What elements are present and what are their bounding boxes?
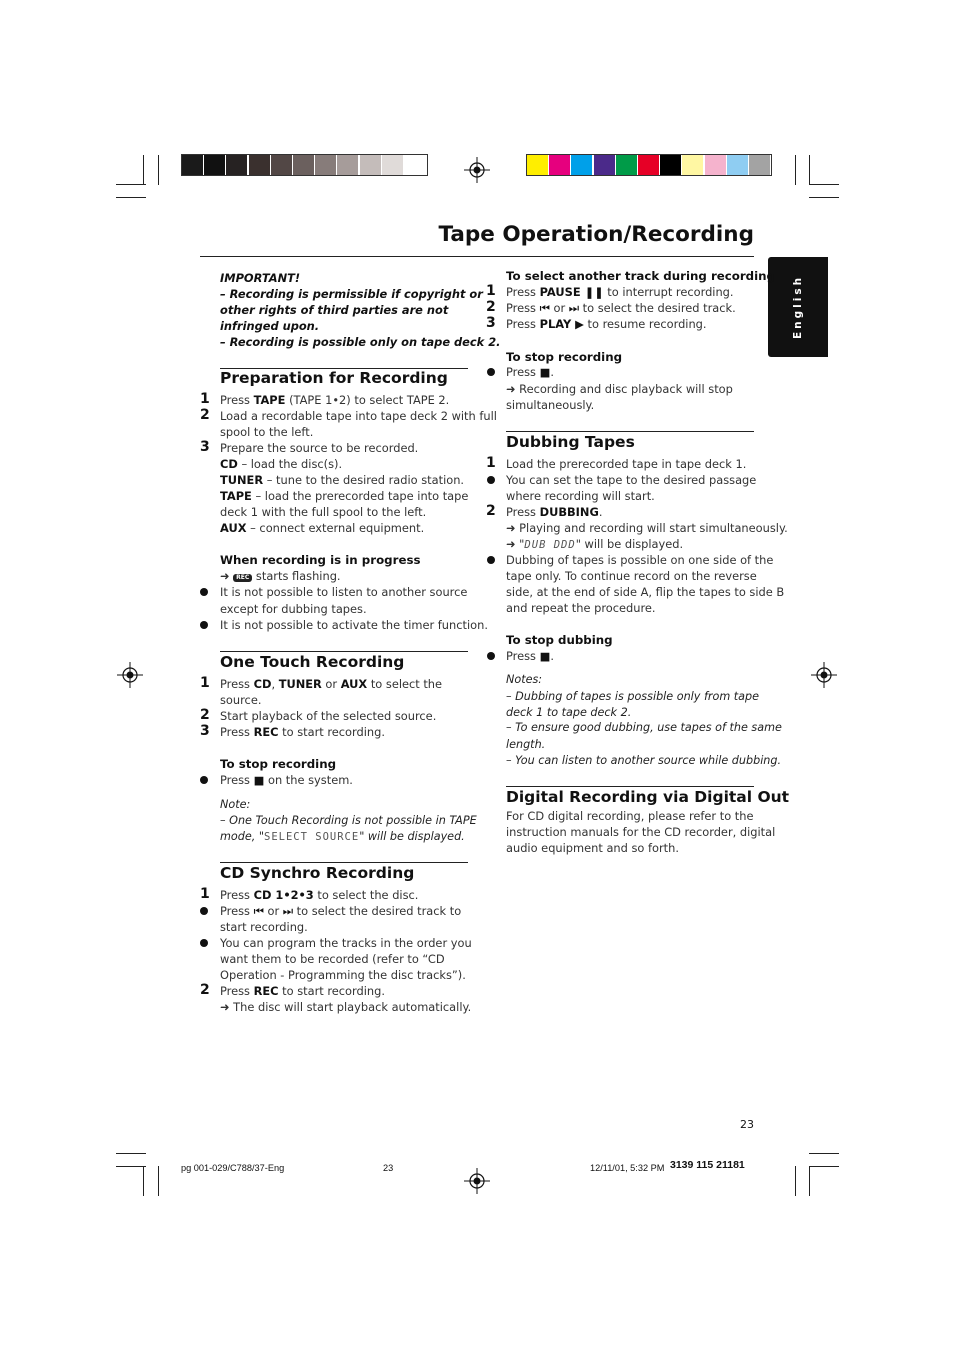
step-number: 2 bbox=[200, 707, 210, 723]
stop-icon: ■ bbox=[539, 365, 551, 379]
bullet-text: Press ⏮ or ⏭ to select the desired track to bbox=[220, 904, 462, 918]
body-text: instruction manuals for the CD recorder, digital bbox=[506, 825, 776, 839]
bullet bbox=[487, 556, 495, 564]
footer-file: pg 001-029/C788/37-Eng bbox=[181, 1163, 285, 1173]
crop-mark bbox=[809, 1166, 810, 1196]
step-text: Start playback of the selected source. bbox=[220, 709, 437, 723]
step-text: spool to the left. bbox=[220, 425, 314, 439]
bullet-text: Press ■. bbox=[506, 365, 554, 379]
bullet-text: Press ■. bbox=[506, 649, 554, 663]
previous-track-icon: ⏮ bbox=[253, 904, 264, 918]
notes-heading: Notes: bbox=[506, 673, 543, 686]
step-result: ➜ Playing and recording will start simultaneously. bbox=[506, 521, 788, 535]
crop-mark bbox=[809, 184, 839, 185]
bullet-text: It is not possible to activate the timer function. bbox=[220, 618, 488, 632]
bullet-text: Dubbing of tapes is possible on one side of the bbox=[506, 553, 774, 567]
step-number: 3 bbox=[486, 315, 496, 331]
important-line: infringed upon. bbox=[220, 319, 320, 333]
important-heading: IMPORTANT! bbox=[220, 271, 301, 285]
step-number: 1 bbox=[200, 391, 210, 407]
bullet-text: and repeat the procedure. bbox=[506, 601, 656, 615]
step-number: 2 bbox=[486, 503, 496, 519]
step-number: 1 bbox=[486, 455, 496, 471]
crop-mark bbox=[809, 1166, 839, 1167]
bullet-text: Operation - Programming the disc tracks”). bbox=[220, 968, 466, 982]
bullet-text: You can program the tracks in the order you bbox=[220, 936, 472, 950]
crop-mark bbox=[116, 197, 146, 198]
step-result: ➜ "DUB DDD" will be displayed. bbox=[506, 537, 684, 551]
step-text: Prepare the source to be recorded. bbox=[220, 441, 419, 455]
rec-indicator-icon: REC bbox=[233, 574, 252, 582]
step-number: 2 bbox=[200, 982, 210, 998]
source-tape: deck 1 with the full spool to the left. bbox=[220, 505, 427, 519]
bullet-text: start recording. bbox=[220, 920, 308, 934]
important-line: other rights of third parties are not bbox=[220, 303, 449, 317]
crop-mark bbox=[795, 155, 796, 185]
section-rule bbox=[220, 862, 468, 863]
note-heading: Note: bbox=[220, 798, 251, 811]
step-text: Press CD, TUNER or AUX to select the bbox=[220, 677, 443, 691]
title-rule bbox=[200, 256, 754, 257]
note-line: – To ensure good dubbing, use tapes of the same bbox=[506, 721, 782, 734]
step-text: Load a recordable tape into tape deck 2 with full bbox=[220, 409, 497, 423]
sub-heading-stop-recording: To stop recording bbox=[220, 757, 337, 771]
step-number: 2 bbox=[486, 299, 496, 315]
note-line: deck 1 to tape deck 2. bbox=[506, 706, 632, 719]
registration-mark-icon bbox=[811, 662, 837, 688]
bullet bbox=[487, 368, 495, 376]
crop-mark bbox=[158, 155, 159, 185]
step-text: Press CD 1•2•3 to select the disc. bbox=[220, 888, 419, 902]
step-text: Press PAUSE ❚❚ to interrupt recording. bbox=[506, 285, 734, 299]
source-tape: TAPE – load the prerecorded tape into tape bbox=[220, 489, 469, 503]
note-line: – Dubbing of tapes is possible only from tape bbox=[506, 690, 760, 703]
bullet bbox=[200, 588, 208, 596]
note-line: length. bbox=[506, 738, 546, 751]
footer-code: 3139 115 21181 bbox=[670, 1159, 745, 1171]
source-aux: AUX – connect external equipment. bbox=[220, 521, 425, 535]
bullet bbox=[200, 939, 208, 947]
previous-track-icon: ⏮ bbox=[539, 301, 550, 315]
source-tuner: TUNER – tune to the desired radio station. bbox=[220, 473, 465, 487]
footer-date: 12/11/01, 5:32 PM bbox=[590, 1163, 665, 1173]
bullet-text: except for dubbing tapes. bbox=[220, 602, 367, 616]
sub-heading-select-track: To select another track during recording bbox=[506, 269, 776, 283]
footer-page: 23 bbox=[383, 1163, 394, 1173]
section-heading-digital: Digital Recording via Digital Out bbox=[506, 788, 790, 806]
bullet bbox=[200, 776, 208, 784]
step-text: Press REC to start recording. bbox=[220, 725, 385, 739]
step-text: Press TAPE (TAPE 1•2) to select TAPE 2. bbox=[220, 393, 450, 407]
step-text: source. bbox=[220, 693, 262, 707]
bullet-text: Press ■ on the system. bbox=[220, 773, 353, 787]
section-heading-dubbing: Dubbing Tapes bbox=[506, 433, 635, 451]
stop-icon: ■ bbox=[253, 773, 265, 787]
bullet-text: want them to be recorded (refer to “CD bbox=[220, 952, 445, 966]
language-tab-label: English bbox=[792, 274, 804, 340]
registration-mark-icon bbox=[117, 662, 143, 688]
language-tab bbox=[768, 257, 828, 357]
crop-mark bbox=[143, 1166, 144, 1196]
important-line: – Recording is permissible if copyright or bbox=[220, 287, 483, 301]
crop-mark bbox=[795, 1166, 796, 1196]
note-line: mode, "SELECT SOURCE" will be displayed. bbox=[220, 830, 465, 843]
bullet-text: tape only. To continue record on the reverse bbox=[506, 569, 757, 583]
stop-icon: ■ bbox=[539, 649, 551, 663]
section-heading-one-touch: One Touch Recording bbox=[220, 653, 405, 671]
bullet-text: side, at the end of side A, flip the tapes to side B bbox=[506, 585, 785, 599]
section-heading-preparation: Preparation for Recording bbox=[220, 369, 448, 387]
bullet bbox=[487, 476, 495, 484]
gray-scale-outline bbox=[181, 154, 428, 176]
bullet bbox=[200, 907, 208, 915]
bullet-text: You can set the tape to the desired passage bbox=[506, 473, 757, 487]
next-track-icon: ⏭ bbox=[568, 301, 580, 315]
step-number: 3 bbox=[200, 723, 210, 739]
crop-mark bbox=[158, 1166, 159, 1196]
progress-result: ➜ REC starts flashing. bbox=[220, 569, 341, 583]
lcd-message: SELECT SOURCE bbox=[264, 831, 360, 843]
crop-mark bbox=[116, 1153, 146, 1154]
bullet bbox=[487, 652, 495, 660]
step-text: Press ⏮ or ⏭ to select the desired track. bbox=[506, 301, 736, 315]
bullet bbox=[200, 621, 208, 629]
important-line: – Recording is possible only on tape deck 2. bbox=[220, 335, 501, 349]
page-title: Tape Operation/Recording bbox=[438, 222, 754, 247]
step-result: simultaneously. bbox=[506, 398, 595, 412]
step-text: Press REC to start recording. bbox=[220, 984, 385, 998]
lcd-message: DUB DDD bbox=[524, 539, 576, 551]
note-line: – One Touch Recording is not possible in TAPE bbox=[220, 814, 477, 827]
body-text: For CD digital recording, please refer to the bbox=[506, 809, 754, 823]
registration-mark-icon bbox=[464, 1168, 490, 1194]
source-cd: CD – load the disc(s). bbox=[220, 457, 343, 471]
sub-heading-in-progress: When recording is in progress bbox=[220, 553, 421, 567]
crop-mark bbox=[143, 155, 144, 185]
next-track-icon: ⏭ bbox=[282, 904, 294, 918]
step-result: ➜ The disc will start playback automatically. bbox=[220, 1000, 472, 1014]
crop-mark bbox=[809, 197, 839, 198]
step-text: Press DUBBING. bbox=[506, 505, 603, 519]
body-text: audio equipment and so forth. bbox=[506, 841, 679, 855]
sub-heading-stop-recording: To stop recording bbox=[506, 350, 623, 364]
color-bar-outline bbox=[526, 154, 772, 176]
crop-mark bbox=[809, 155, 810, 185]
step-number: 1 bbox=[200, 886, 210, 902]
note-line: – You can listen to another source while dubbing. bbox=[506, 754, 782, 767]
section-rule bbox=[506, 431, 754, 432]
crop-mark bbox=[809, 1153, 839, 1154]
bullet-text: where recording will start. bbox=[506, 489, 655, 503]
step-number: 1 bbox=[200, 675, 210, 691]
sub-heading-stop-dubbing: To stop dubbing bbox=[506, 633, 613, 647]
section-heading-cd-synchro: CD Synchro Recording bbox=[220, 864, 415, 882]
page-number: 23 bbox=[740, 1118, 754, 1131]
step-number: 1 bbox=[486, 283, 496, 299]
registration-mark-icon bbox=[464, 157, 490, 183]
section-rule bbox=[506, 786, 754, 787]
step-text: Press PLAY ▶ to resume recording. bbox=[506, 317, 707, 331]
step-text: Load the prerecorded tape in tape deck 1. bbox=[506, 457, 747, 471]
step-result: ➜ Recording and disc playback will stop bbox=[506, 382, 733, 396]
crop-mark bbox=[116, 184, 146, 185]
crop-mark bbox=[116, 1166, 146, 1167]
step-number: 3 bbox=[200, 439, 210, 455]
bullet-text: It is not possible to listen to another source bbox=[220, 585, 468, 599]
section-rule bbox=[220, 651, 468, 652]
step-number: 2 bbox=[200, 407, 210, 423]
